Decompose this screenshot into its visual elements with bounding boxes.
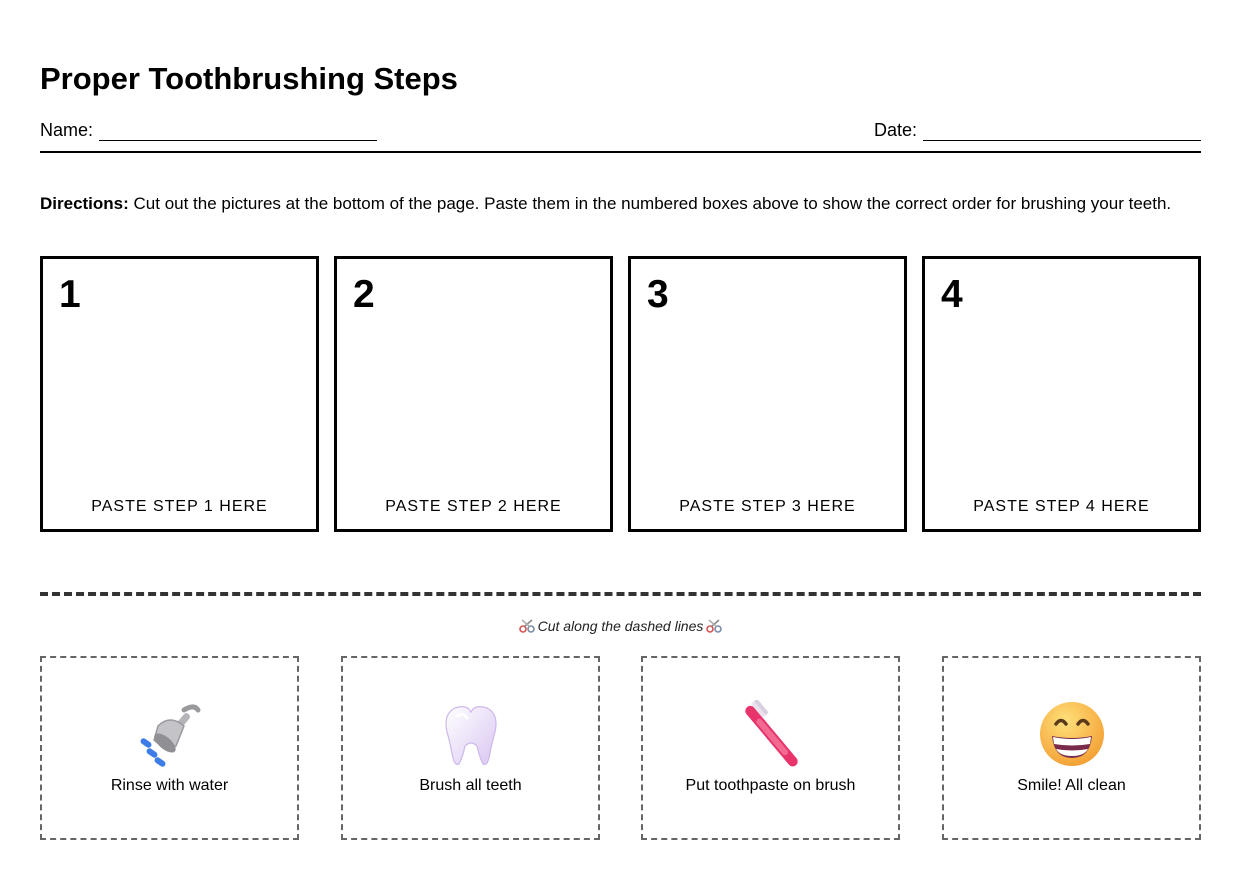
date-blank-line[interactable] <box>923 119 1201 141</box>
name-field <box>40 119 377 141</box>
name-blank-line[interactable] <box>99 119 377 141</box>
shower-icon <box>136 700 204 768</box>
cut-divider-line <box>40 592 1201 596</box>
tooth-icon <box>437 700 505 768</box>
toothbrush-icon <box>737 700 805 768</box>
paste-box-number: 3 <box>647 273 669 316</box>
paste-box-3[interactable] <box>628 256 907 532</box>
cut-instruction-text: Cut along the dashed lines <box>537 618 704 634</box>
name-date-row <box>40 119 1201 153</box>
directions-label: Directions: <box>40 194 129 213</box>
cutout-card-label: Brush all teeth <box>419 777 522 794</box>
scissors-icon <box>519 619 535 633</box>
paste-box-number: 4 <box>941 273 963 316</box>
paste-box-hint: PASTE STEP 2 HERE <box>385 498 562 515</box>
directions-text: Cut out the pictures at the bottom of the page. Paste them in the numbered boxes above to show the correct order for brushing your teeth. <box>128 194 1172 213</box>
cutout-card-label: Put toothpaste on brush <box>685 777 856 794</box>
name-label: Name: <box>40 120 94 140</box>
worksheet-title: Proper Toothbrushing Steps <box>40 61 458 96</box>
directions <box>40 193 1201 214</box>
date-field <box>874 119 1201 141</box>
grinning-face-icon <box>1038 700 1106 768</box>
scissors-icon <box>706 619 722 633</box>
cut-instruction <box>0 617 1241 635</box>
date-label: Date: <box>873 120 917 140</box>
paste-box-2[interactable] <box>334 256 613 532</box>
cutout-card-toothpaste[interactable] <box>641 656 900 840</box>
paste-box-1[interactable] <box>40 256 319 532</box>
cutout-card-label: Rinse with water <box>110 777 229 794</box>
paste-box-4[interactable] <box>922 256 1201 532</box>
paste-box-number: 1 <box>59 273 81 316</box>
paste-box-number: 2 <box>353 273 375 316</box>
paste-box-hint: PASTE STEP 4 HERE <box>973 498 1150 515</box>
cutout-card-brush[interactable] <box>341 656 600 840</box>
paste-box-hint: PASTE STEP 3 HERE <box>679 498 856 515</box>
paste-box-hint: PASTE STEP 1 HERE <box>91 498 268 515</box>
cutout-card-label: Smile! All clean <box>1017 777 1126 794</box>
cutout-card-rinse[interactable] <box>40 656 299 840</box>
cutout-card-smile[interactable] <box>942 656 1201 840</box>
